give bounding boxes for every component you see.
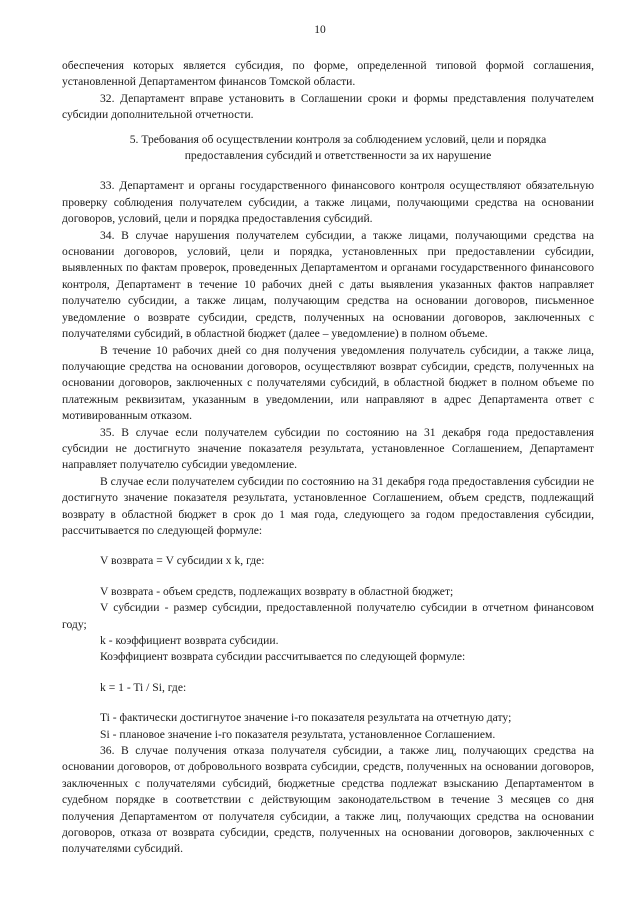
paragraph-34-continued: В течение 10 рабочих дней со дня получения уведомления получатель субсидии, а также лица, получающие средства на основании договоров, осуществляют возврат субсидии, средств, полученных на основании договоров, заключенных с получателями субсидий, в областной бюджет в полном объеме по платежным реквизитам, указанным в уведомлении, или направляют в адрес Департамента ответ с мотивированным отказом. — [62, 343, 594, 423]
page-number: 10 — [314, 24, 326, 36]
paragraph-35-continued: В случае если получателем субсидии по состоянию на 31 декабря года предоставления субсидии не достигнуто значение показателя результата, установленное Соглашением, объем средств, подлежащий возврату в областной бюджет в срок до 1 мая года, следующего за годом предоставления субсидии, рассчитывается по следующей формуле: — [62, 474, 594, 537]
definition-v-return: V возврата - объем средств, подлежащих возврату в областной бюджет; — [100, 584, 454, 598]
paragraph-continuation: обеспечения которых является субсидия, по форме, определенной типовой формой соглашения, установленной Департаментом финансов Томской области. — [62, 59, 594, 89]
definition-ti: Ti - фактически достигнутое значение i-го показателя результата на отчетную дату; — [100, 711, 512, 725]
coefficient-intro: Коэффициент возврата субсидии рассчитывается по следующей формуле: — [100, 650, 466, 664]
definition-v-subsidy: V субсидии - размер субсидии, предоставленной получателю субсидии в отчетном финансовом году; — [62, 601, 594, 631]
document-body — [62, 58, 594, 858]
paragraph-32: 32. Департамент вправе установить в Соглашении сроки и формы представления получателем субсидии дополнительной отчетности. — [62, 91, 594, 122]
formula-coefficient: k = 1 - Ti / Si, где: — [100, 680, 187, 694]
paragraph-36: 36. В случае получения отказа получателя субсидии, а также лиц, получающих средства на основании договоров, от добровольного возврата субсидии, средств, полученных на основании договоров, заключенных с получателями субсидий, бюджетные средства подлежат взысканию Департаментом в судебном порядке в соответствии с действующим законодательством в течение 3 месяцев со дня получения Департаментом от получателя субсидии, а также лиц, получающих средства на основании договоров, отказа от возврата субсидии, средств, полученных на основании договоров, заключенных с получателями субсидий. — [62, 744, 594, 856]
definition-si: Si - плановое значение i-го показателя результата, установленное Соглашением. — [100, 727, 496, 741]
paragraph-34: 34. В случае нарушения получателем субсидии, а также лицами, получающими средства на основании договоров, условий, цели и порядка, установленных при предоставлении субсидии, выявленных по фактам проверок, проведенных Департаментом и органами государственного финансового контроля, Департамент в течение 10 рабочих дней с даты выявления указанных фактов направляет получателю субсидии, а также лицам, получающим средства на основании договоров, письменное уведомление о возврате субсидии, средств, полученных на основании договоров, заключенных с получателями субсидий, в областной бюджет (далее – уведомление) в полном объеме. — [62, 228, 594, 341]
formula-return-volume: V возврата = V субсидии x k, где: — [100, 554, 265, 568]
paragraph-33: 33. Департамент и органы государственного финансового контроля осуществляют обязательную проверку соблюдения получателем субсидии, а также лицами, получающими средства на основании договоров, условий, цели и порядка предоставления субсидий. — [62, 179, 594, 226]
section-5-heading: 5. Требования об осуществлении контроля за соблюдением условий, цели и порядка предоставления субсидий и ответственности за их нарушение — [129, 132, 547, 163]
paragraph-35: 35. В случае если получателем субсидии по состоянию на 31 декабря года предоставления субсидии не достигнуто значение показателя результата, установленное Соглашением, Департамент направляет получателю субсидии уведомление. — [62, 425, 594, 472]
definition-k: k - коэффициент возврата субсидии. — [100, 634, 279, 647]
